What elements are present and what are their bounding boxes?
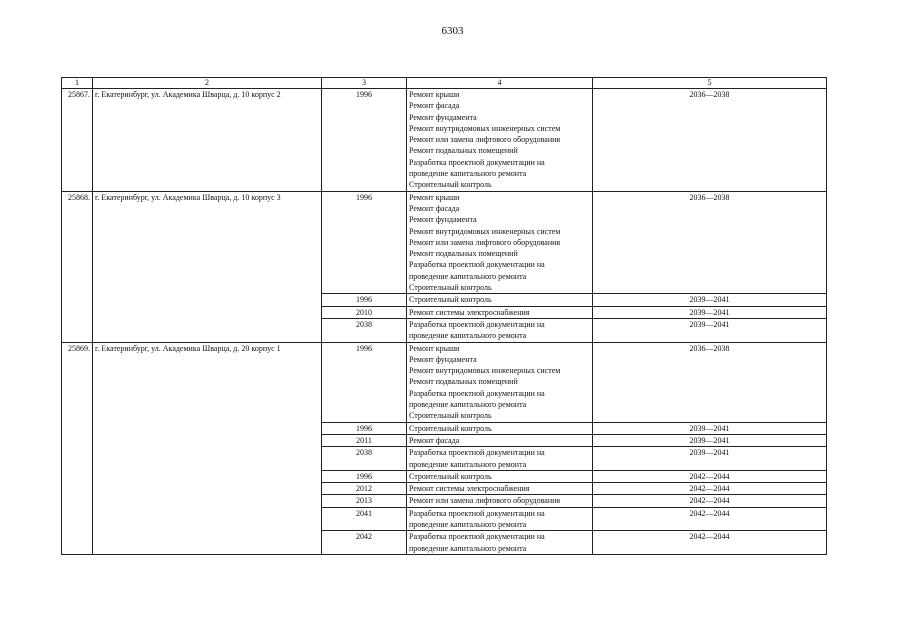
year-cell: 2013 — [322, 495, 407, 507]
address: г. Екатеринбург, ул. Академика Шварца, д. 10 корпус 3 — [93, 191, 322, 342]
period-cell: 2039—2041 — [593, 434, 827, 446]
work-item: Ремонт системы электроснабжения — [409, 484, 530, 494]
table-row — [62, 191, 827, 294]
year-cell: 1996 — [322, 294, 407, 306]
works-cell — [407, 342, 593, 422]
work-item: Ремонт крыши — [409, 192, 460, 202]
page-number: 6303 — [441, 25, 464, 37]
work-item: Разработка проектной документации на — [409, 157, 545, 167]
header-cell-3: 3 — [322, 78, 407, 89]
work-item: Ремонт или замена лифтового оборудования — [409, 237, 561, 247]
record-number: 25867. — [62, 89, 93, 192]
period-cell: 2042—2044 — [593, 470, 827, 482]
table-body — [62, 89, 827, 555]
work-item: проведение капитального ремонта — [409, 519, 527, 529]
works-cell — [407, 191, 593, 294]
work-item: Ремонт фундамента — [409, 215, 477, 225]
work-item: Строительный контроль — [409, 423, 492, 433]
address: г. Екатеринбург, ул. Академика Шварца, д. 10 корпус 2 — [93, 89, 322, 192]
year-cell: 1996 — [322, 342, 407, 422]
header-cell-5: 5 — [593, 78, 827, 89]
work-item: Разработка проектной документации на — [409, 388, 545, 398]
work-item: Ремонт фасада — [409, 435, 460, 445]
work-item: Строительный контроль — [409, 283, 492, 293]
work-item: проведение капитального ремонта — [409, 169, 527, 179]
works-cell — [407, 470, 593, 482]
works-cell — [407, 89, 593, 192]
work-item: Ремонт фасада — [409, 203, 460, 213]
work-item: Ремонт фундамента — [409, 354, 477, 364]
period-cell: 2039—2041 — [593, 294, 827, 306]
work-item: Разработка проектной документации на — [409, 532, 545, 542]
repair-schedule-table — [61, 77, 827, 555]
work-item: Разработка проектной документации на — [409, 260, 545, 270]
work-item: Ремонт подвальных помещений — [409, 146, 518, 156]
period-cell: 2039—2041 — [593, 422, 827, 434]
work-item: Ремонт системы электроснабжения — [409, 307, 530, 317]
work-item: Строительный контроль — [409, 295, 492, 305]
period-cell: 2042—2044 — [593, 483, 827, 495]
work-item: проведение капитального ремонта — [409, 459, 527, 469]
period-cell: 2036—2038 — [593, 191, 827, 294]
period-cell: 2039—2041 — [593, 306, 827, 318]
works-cell — [407, 306, 593, 318]
header-cell-2: 2 — [93, 78, 322, 89]
record-number: 25869. — [62, 342, 93, 554]
year-cell: 1996 — [322, 422, 407, 434]
work-item: проведение капитального ремонта — [409, 543, 527, 553]
year-cell: 2041 — [322, 507, 407, 531]
header-row — [62, 78, 827, 89]
period-cell: 2042—2044 — [593, 531, 827, 555]
work-item: Строительный контроль — [409, 471, 492, 481]
year-cell: 2038 — [322, 447, 407, 471]
work-item: проведение капитального ремонта — [409, 271, 527, 281]
work-item: Ремонт внутридомовых инженерных систем — [409, 123, 561, 133]
works-cell — [407, 495, 593, 507]
year-cell: 2012 — [322, 483, 407, 495]
work-item: Ремонт внутридомовых инженерных систем — [409, 366, 561, 376]
works-cell — [407, 422, 593, 434]
work-item: Ремонт или замена лифтового оборудования — [409, 496, 561, 506]
works-cell — [407, 483, 593, 495]
period-cell: 2039—2041 — [593, 318, 827, 342]
work-item: Разработка проектной документации на — [409, 508, 545, 518]
work-item: Разработка проектной документации на — [409, 448, 545, 458]
work-item: Ремонт внутридомовых инженерных систем — [409, 226, 561, 236]
table-row — [62, 342, 827, 422]
work-item: проведение капитального ремонта — [409, 400, 527, 410]
work-item: Ремонт или замена лифтового оборудования — [409, 135, 561, 145]
work-item: Строительный контроль — [409, 411, 492, 421]
header-cell-4: 4 — [407, 78, 593, 89]
work-item: Ремонт фундамента — [409, 112, 477, 122]
work-item: Ремонт подвальных помещений — [409, 377, 518, 387]
address: г. Екатеринбург, ул. Академика Шварца, д. 20 корпус 1 — [93, 342, 322, 554]
works-cell — [407, 434, 593, 446]
record-number: 25868. — [62, 191, 93, 342]
work-item: Ремонт крыши — [409, 343, 460, 353]
year-cell: 2038 — [322, 318, 407, 342]
period-cell: 2036—2038 — [593, 342, 827, 422]
work-item: Ремонт подвальных помещений — [409, 249, 518, 259]
works-cell — [407, 294, 593, 306]
work-item: Строительный контроль — [409, 180, 492, 190]
year-cell: 2011 — [322, 434, 407, 446]
work-item: Ремонт крыши — [409, 90, 460, 99]
year-cell: 2042 — [322, 531, 407, 555]
works-cell — [407, 531, 593, 555]
work-item: Разработка проектной документации на — [409, 319, 545, 329]
period-cell: 2039—2041 — [593, 447, 827, 471]
year-cell: 1996 — [322, 89, 407, 192]
works-cell — [407, 447, 593, 471]
header-cell-1: 1 — [62, 78, 93, 89]
work-item: Ремонт фасада — [409, 101, 460, 111]
period-cell: 2036—2038 — [593, 89, 827, 192]
works-cell — [407, 507, 593, 531]
year-cell: 1996 — [322, 470, 407, 482]
table-row — [62, 89, 827, 192]
work-item: проведение капитального ремонта — [409, 331, 527, 341]
works-cell — [407, 318, 593, 342]
period-cell: 2042—2044 — [593, 507, 827, 531]
period-cell: 2042—2044 — [593, 495, 827, 507]
year-cell: 1996 — [322, 191, 407, 294]
year-cell: 2010 — [322, 306, 407, 318]
